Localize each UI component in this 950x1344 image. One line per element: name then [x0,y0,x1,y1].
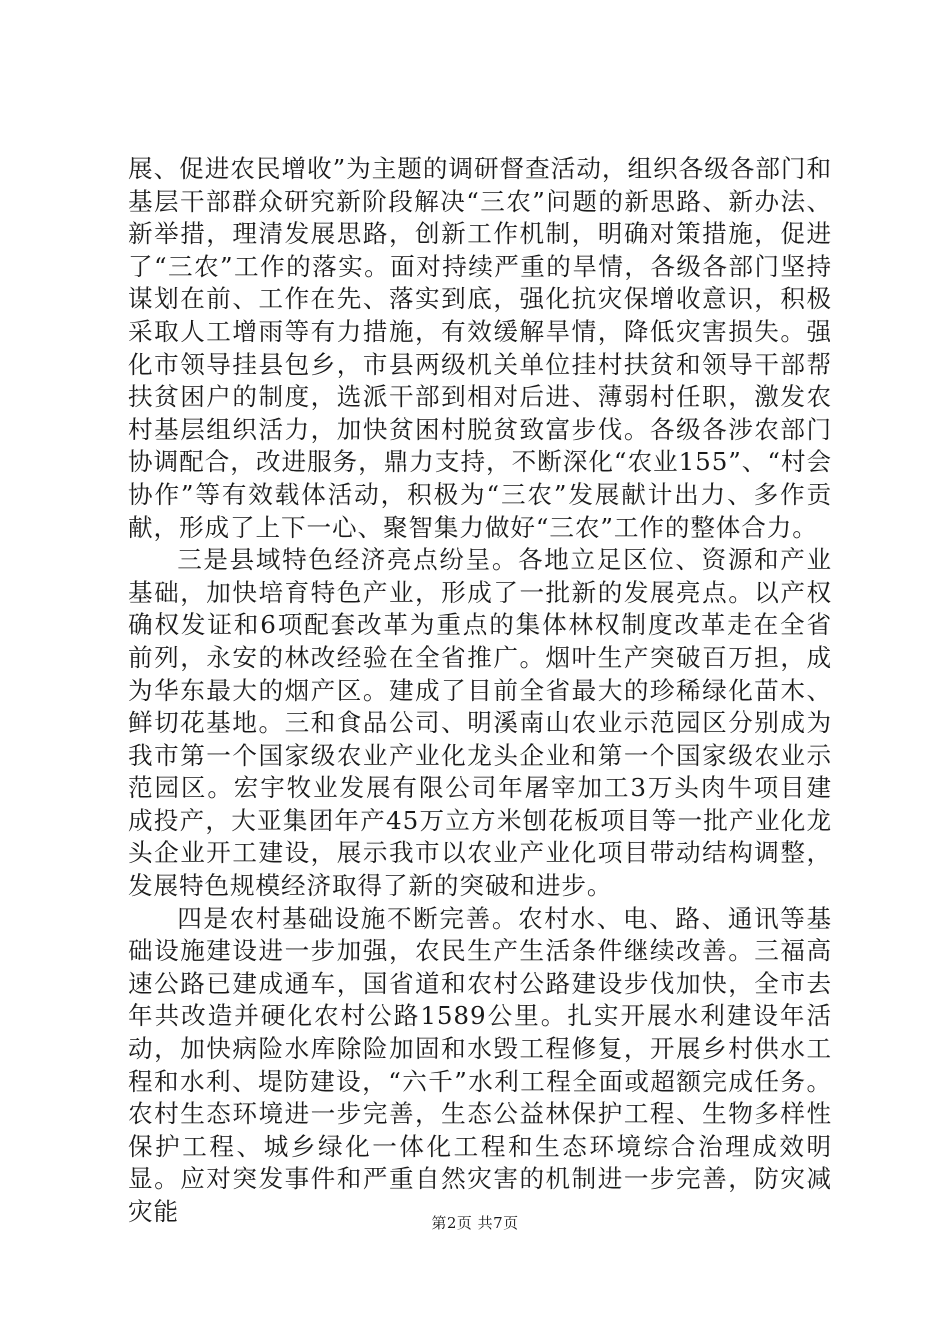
page-number-footer: 第2页 共7页 [431,1214,519,1232]
paragraph-county-economy: 三是县域特色经济亮点纷呈。各地立足区位、资源和产业基础，加快培育特色产业，形成了一批新的发展亮点。以产权确权发证和6项配套改革为重点的集体林权制度改革走在全省前列，永安的林改经验在全省推广。烟叶生产突破百万担，成为华东最大的烟产区。建成了目前全省最大的珍稀绿化苗木、鲜切花基地。三和食品公司、明溪南山农业示范园区分别成为我市第一个国家级农业产业化龙头企业和第一个国家级农业示范园区。宏宇牧业发展有限公司年屠宰加工3万头肉牛项目建成投产，大亚集团年产45万立方米刨花板项目等一批产业化龙头企业开工建设，展示我市以农业产业化项目带动结构调整，发展特色规模经济取得了新的突破和进步。 [128,545,832,901]
paragraph-rural-infrastructure: 四是农村基础设施不断完善。农村水、电、路、通讯等基础设施建设进一步加强，农民生产生活条件继续改善。三福高速公路已建成通车，国省道和农村公路建设步伐加快，全市去年共改造并硬化农村公路1589公里。扎实开展水利建设年活动，加快病险水库除险加固和水毁工程修复，开展乡村供水工程和水利、堤防建设，“六千”水利工程全面或超额完成任务。农村生态环境进一步完善，生态公益林保护工程、生物多样性保护工程、城乡绿化一体化工程和生态环境综合治理成效明显。应对突发事件和严重自然灾害的机制进一步完善，防灾减灾能 [128,903,832,1226]
paragraph-continuation: 展、促进农民增收”为主题的调研督查活动，组织各级各部门和基层干部群众研究新阶段解决“三农”问题的新思路、新办法、新举措，理清发展思路，创新工作机制，明确对策措施，促进了“三农”工作的落实。面对持续严重的旱情，各级各部门坚持谋划在前、工作在先、落实到底，强化抗灾保增收意识，积极采取人工增雨等有力措施，有效缓解旱情，降低灾害损失。强化市领导挂县包乡，市县两级机关单位挂村扶贫和领导干部帮扶贫困户的制度，选派干部到相对后进、薄弱村任职，激发农村基层组织活力，加快贫困村脱贫致富步伐。各级各涉农部门协调配合，改进服务，鼎力支持，不断深化“农业155”、“村会协作”等有效载体活动，积极为“三农”发展献计出力、多作贡献，形成了上下一心、聚智集力做好“三农”工作的整体合力。 [128,154,832,542]
document-body [128,153,832,1229]
